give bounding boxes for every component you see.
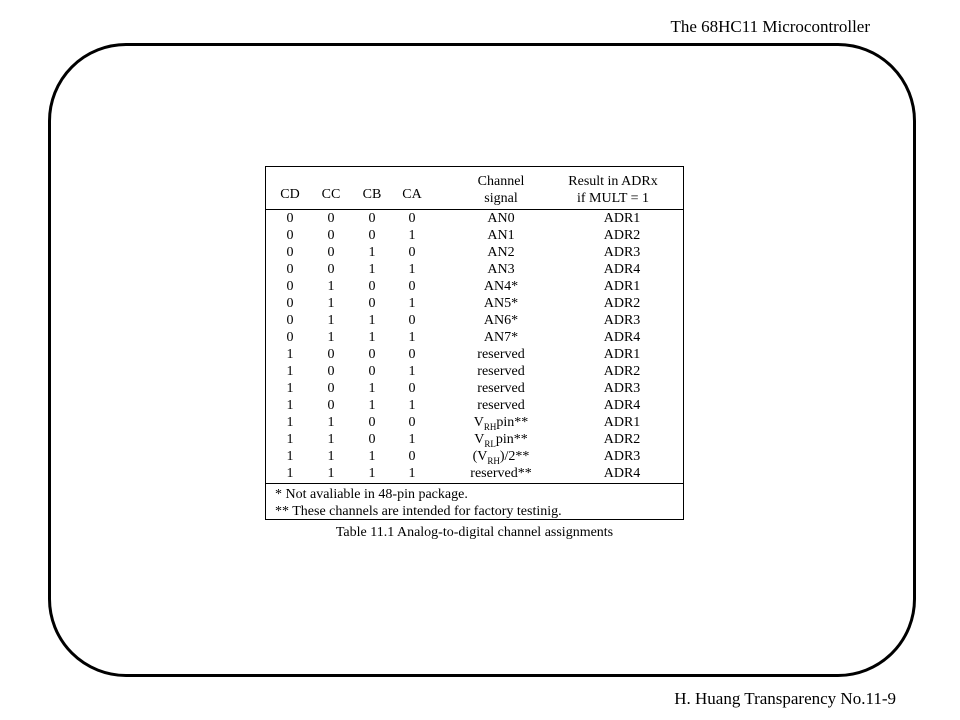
header-signal-line2: signal <box>484 191 518 206</box>
cell-ca: 0 <box>408 211 416 226</box>
cell-cd: 1 <box>286 364 294 379</box>
cell-signal: reserved <box>477 381 525 396</box>
cell-ca: 0 <box>408 449 416 464</box>
cell-cb: 0 <box>368 228 376 243</box>
cell-cb: 1 <box>368 398 376 413</box>
cell-cb: 0 <box>368 279 376 294</box>
cell-ca: 0 <box>408 313 416 328</box>
cell-cb: 1 <box>368 313 376 328</box>
cell-cc: 0 <box>327 245 335 260</box>
header-ca: CA <box>402 187 422 202</box>
cell-result: ADR1 <box>603 279 641 294</box>
note-1: * Not avaliable in 48-pin package. <box>275 487 468 502</box>
cell-cc: 1 <box>327 415 335 430</box>
cell-cd: 0 <box>286 211 294 226</box>
cell-ca: 0 <box>408 415 416 430</box>
cell-cc: 1 <box>327 279 335 294</box>
cell-signal-sub: RH <box>483 421 497 432</box>
cell-signal: reserved <box>477 398 525 413</box>
cell-ca: 0 <box>408 279 416 294</box>
cell-signal-post: pin** <box>495 432 528 447</box>
cell-signal-pre: V <box>473 415 484 430</box>
cell-cb: 1 <box>368 245 376 260</box>
table-row <box>266 363 683 380</box>
cell-cb: 1 <box>368 449 376 464</box>
table-row <box>266 261 683 278</box>
cell-cb: 0 <box>368 211 376 226</box>
table-row <box>266 295 683 312</box>
table-notes <box>266 483 683 521</box>
cell-cd: 0 <box>286 228 294 243</box>
cell-cb: 0 <box>368 296 376 311</box>
table-row <box>266 397 683 414</box>
table-row <box>266 431 683 448</box>
cell-result: ADR1 <box>603 347 641 362</box>
table-row <box>266 414 683 431</box>
table-row <box>266 380 683 397</box>
cell-result: ADR4 <box>603 330 641 345</box>
cell-signal-sub: RL <box>484 438 496 449</box>
cell-result: ADR2 <box>603 228 641 243</box>
cell-result: ADR4 <box>603 262 641 277</box>
cell-signal: AN2 <box>487 245 515 260</box>
header-title: The 68HC11 Microcontroller <box>670 17 870 36</box>
cell-result: ADR3 <box>603 449 641 464</box>
cell-result: ADR1 <box>603 415 641 430</box>
cell-cc: 0 <box>327 364 335 379</box>
cell-cc: 1 <box>327 432 335 447</box>
cell-result: ADR1 <box>603 211 641 226</box>
cell-ca: 1 <box>408 364 416 379</box>
cell-cb: 0 <box>368 415 376 430</box>
header-result-line2: if MULT = 1 <box>576 191 650 206</box>
cell-cc: 1 <box>327 466 335 481</box>
cell-signal: reserved <box>477 347 525 362</box>
cell-result: ADR3 <box>603 245 641 260</box>
cell-signal <box>446 431 556 448</box>
cell-cd: 1 <box>286 432 294 447</box>
table-row <box>266 346 683 363</box>
cell-cc: 1 <box>327 330 335 345</box>
cell-ca: 0 <box>408 347 416 362</box>
header-result <box>548 173 678 207</box>
cell-signal-sub: RH <box>487 455 500 466</box>
cell-result: ADR4 <box>603 398 641 413</box>
cell-signal: AN4* <box>483 279 519 294</box>
cell-ca: 1 <box>408 262 416 277</box>
header-signal <box>446 173 556 207</box>
table-row <box>266 227 683 244</box>
table-header <box>266 167 683 210</box>
table-rows <box>266 210 683 482</box>
cell-cc: 0 <box>327 228 335 243</box>
cell-cd: 0 <box>286 279 294 294</box>
cell-cd: 1 <box>286 398 294 413</box>
cell-cd: 1 <box>286 449 294 464</box>
cell-signal <box>446 414 556 431</box>
cell-cc: 0 <box>327 262 335 277</box>
table-row <box>266 244 683 261</box>
cell-cc: 0 <box>327 381 335 396</box>
cell-ca: 1 <box>408 296 416 311</box>
cell-result: ADR2 <box>603 432 641 447</box>
header-cc: CC <box>321 187 341 202</box>
cell-cb: 0 <box>368 432 376 447</box>
cell-cd: 1 <box>286 381 294 396</box>
cell-cb: 0 <box>368 364 376 379</box>
cell-ca: 0 <box>408 245 416 260</box>
cell-result: ADR2 <box>603 296 641 311</box>
header-cb: CB <box>362 187 382 202</box>
cell-signal: AN6* <box>483 313 519 328</box>
cell-signal: AN0 <box>487 211 515 226</box>
header-cd: CD <box>280 187 300 202</box>
cell-cd: 1 <box>286 347 294 362</box>
table-row <box>266 465 683 482</box>
cell-signal: AN3 <box>487 262 515 277</box>
cell-cd: 0 <box>286 245 294 260</box>
cell-cd: 0 <box>286 262 294 277</box>
cell-signal: AN7* <box>483 330 519 345</box>
cell-cb: 0 <box>368 347 376 362</box>
cell-ca: 1 <box>408 330 416 345</box>
footer-label: H. Huang Transparency No.11-9 <box>674 689 896 708</box>
cell-signal: AN5* <box>483 296 519 311</box>
cell-cd: 0 <box>286 330 294 345</box>
cell-signal-pre: V <box>474 432 485 447</box>
table-row <box>266 448 683 465</box>
cell-cd: 1 <box>286 415 294 430</box>
cell-ca: 0 <box>408 381 416 396</box>
cell-cc: 0 <box>327 211 335 226</box>
cell-cb: 1 <box>368 262 376 277</box>
header-result-line1: Result in ADRx <box>568 174 658 189</box>
table-caption: Table 11.1 Analog-to-digital channel assignments <box>335 525 614 540</box>
channel-assignment-table <box>265 166 684 520</box>
cell-ca: 1 <box>408 398 416 413</box>
cell-cc: 0 <box>327 398 335 413</box>
cell-result: ADR3 <box>603 313 641 328</box>
cell-signal: reserved <box>477 364 525 379</box>
cell-result: ADR2 <box>603 364 641 379</box>
cell-cc: 1 <box>327 296 335 311</box>
cell-ca: 1 <box>408 466 416 481</box>
cell-ca: 1 <box>408 228 416 243</box>
cell-cd: 0 <box>286 296 294 311</box>
cell-signal: AN1 <box>487 228 515 243</box>
cell-cb: 1 <box>368 381 376 396</box>
cell-result: ADR3 <box>603 381 641 396</box>
cell-signal-post: pin** <box>496 415 529 430</box>
cell-cc: 0 <box>327 347 335 362</box>
cell-cb: 1 <box>368 466 376 481</box>
cell-cc: 1 <box>327 449 335 464</box>
table-row <box>266 278 683 295</box>
table-row <box>266 329 683 346</box>
cell-signal: reserved** <box>470 466 532 481</box>
header-signal-line1: Channel <box>477 174 525 189</box>
cell-signal-pre: (V <box>472 449 488 464</box>
cell-signal-post: )/2** <box>499 449 530 464</box>
cell-signal <box>446 448 556 465</box>
cell-cd: 1 <box>286 466 294 481</box>
cell-cd: 0 <box>286 313 294 328</box>
table-row <box>266 210 683 227</box>
cell-cb: 1 <box>368 330 376 345</box>
cell-cc: 1 <box>327 313 335 328</box>
note-2: ** These channels are intended for factory testinig. <box>275 504 562 519</box>
cell-ca: 1 <box>408 432 416 447</box>
table-row <box>266 312 683 329</box>
cell-result: ADR4 <box>603 466 641 481</box>
